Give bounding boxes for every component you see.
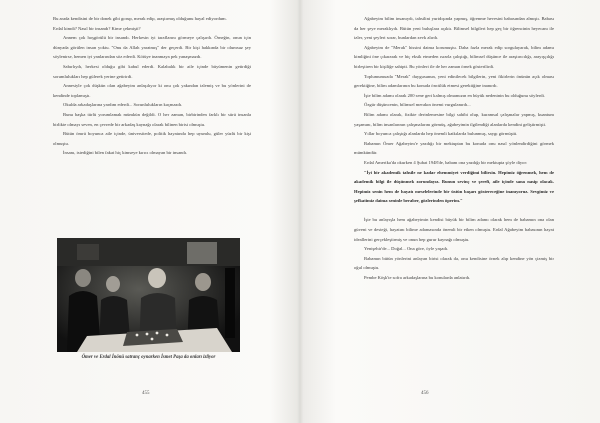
paragraph: Annesiyle çok düşkün olan ağabeyim anlaşılıyor ki onu çok yakından izlemiş ve bu yönlerini de kendinde toplamıştı.: [53, 83, 251, 98]
paragraph: Ağabeyim de "Merak" hissini daima korumuştu. Daha fazla merak edip sorgulayarak, bilim adamı kimliğini öne çıkararak ve hiç eksik etmeden ısrarla çalıştığı, bilimsel düşünce ile araştırıcılığı, arayışçılığı birleştiren bir kişiliğe sahipti. Bu yönleri ile de her zaman örnek gösterilirdi.: [354, 44, 554, 69]
paragraph: Ağabeyim bilim insanıydı, tahsilini yurtdışında yapmış, öğrenme hevesini babasından almıştı. Babası da her şeye meraklıydı. Bütün yeni buluşlara açıktı. Bilimsel bilgileri hep geç bir öğrencinin heyecanı ile izler, yeni şeyleri sorar, bunlardan zevk alırdı.: [354, 16, 554, 41]
paragraph: Okulda arkadaşlarına yardım ederdi... Sorunlulukların kaçmazdı.: [63, 102, 183, 108]
paragraph: Erdal Amerika'da okurken 4 Şubat 1948'de, babam ona yazdığı bir mektupta şöyle diyor:: [364, 159, 528, 165]
photo-caption: Ömer ve Erdal İnönü satranç oynarken İsmet Paşa da onları izliyor: [81, 355, 216, 360]
paragraph: Bu arada kendisini de bir donek gibi gorup, merak edip, araştırmış olduğunu hayal ediyordum.: [53, 16, 227, 21]
paragraph: Bütün ömrü boyunca aile içinde, üniversitede, politik hayatında hep uyumlu, güler yüzlü bir kişi olmuştu.: [53, 131, 251, 146]
paragraph: İşte bu anlayışla hem ağabeyimin kendisi büyük bir bilim adamı olarak hem de babamın ona olan güveni ve desteği, hayatını bilime adamasında önemli bir etken olmuştu. Erdal Ağabeyim babasının hayat ideallerini gerçekleştirmiş ve onun hep gurur kaynağı olmuştu.: [354, 217, 554, 242]
historical-photo: [57, 238, 240, 352]
paragraph: Bunu başka türlü yorumlamak mümkün değildi. O her zaman, birbirinden farklı bir sürü insanla birlikte olmayı seven, en çevrede bir arkadaş kaynağı olarak bilinen birisi olmuştu.: [53, 111, 251, 127]
photo-image: [57, 238, 240, 352]
paragraph: Özgür düşüncenin, bilimsel merakın önemi vurgulanırdı...: [364, 102, 471, 108]
right-page: [300, 0, 600, 423]
paragraph: Pembe Köşk'te sofra arkadaşlarına bu konularda anlatırdı.: [364, 275, 471, 281]
paragraph: Annem çok hoşgörülü bir insandı. Herkesin iyi taraflarını görmeye çalışırdı. Örneğin, onun için dünyada görülen insan yoktu. "Onu da Allah yaratmış" der geçerdi. Bir kişi hakkında bir olumsuz şey söylenirse, hemen iyi yanlarından söz ederdi. Kötüye inanmaya pek yanaşmazdı.: [53, 35, 251, 60]
page-number: 455: [142, 391, 150, 396]
paragraph: Babamın Ömer Ağabeyim'e yazdığı bir mektuptan bu konuda onu nasıl yönlendirdiğini görmek mümkündür.: [354, 140, 554, 156]
left-page-body: [53, 14, 251, 158]
paragraph: Yıllar boyunca çalıştığı alanlarda hep önemli katkılarda bulunmuş, saygı görmüştü.: [364, 131, 518, 137]
paragraph: Yenişehir'de... Doğal... Ona göre, öyle yaşadı.: [364, 246, 449, 252]
paragraph: Toplumumuzda "Merak" duygusunun, yeni edinilecek bilgilerin, yeni fikirlerin önünün açık olması gerektiğine, bilim adamlarının bu konuda öncülük etmesi gerektiğine inanırdı.: [354, 73, 554, 89]
paragraph: Sabırlıydı, herkesi olduğu gibi kabul ederdi. Kalabalık bir aile içinde büyümenin getirdiği sorumlulukları hep gülerek yerine getirirdi.: [53, 63, 251, 79]
paragraph: İşte bilim adamı olarak 200 sene geri kalmış olmamızın en büyük nedeninin bu olduğunu söylerdi.: [364, 92, 546, 98]
quoted-letter: "İyi bir akademik tahsile ne kadar ehemmiyet verdiğimi bilirsin. Hepimiz öğrenmek, hem de akademik bilgi ile düşünmek zorundayız. Bunun sevinç ve şerefi, aile içinde sana nasip olacak. Hepimiz senin hem de hayatı meselelerinde bir üstün başarı göstereceğine inanıyoruz. Sevgimiz ve şefkatimiz daima seninle beraber, gözlerinden öperim.": [354, 169, 554, 204]
paragraph: Bilim adamı olarak, fizikte derinlemesine bilgi sahibi olup, kuramsal çalışmalar yapmış, kuantum yaşamını, bilim insanlarının çalışmalarını görmüş, ağabeyimin ilgilendiği alanlarda kendini geliştirmişti.: [354, 111, 554, 127]
paragraph: Erdal kimdi? Nasıl bir insandı? Kime çekmişti?: [53, 25, 141, 31]
paragraph: İnsanı, istediğini bilen fakat hiç kimseye kırıcı olmayan bir insandı.: [63, 150, 188, 156]
paragraph: Babamın bütün yönlerini anlayan birisi olarak da, onu kendisine örnek alıp kendine yön çizmiş bir oğul olmuştu.: [354, 255, 554, 271]
right-page-body: [354, 14, 554, 283]
page-number: 456: [421, 391, 429, 396]
